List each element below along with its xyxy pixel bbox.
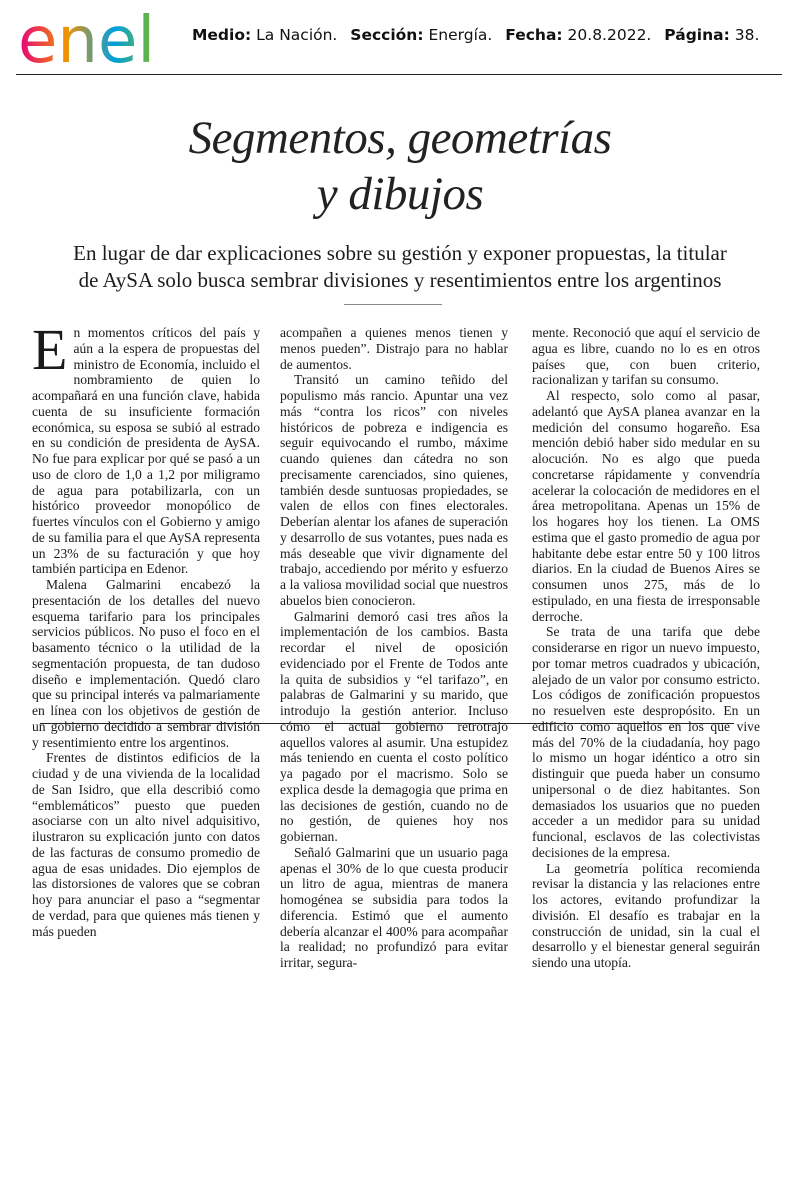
article-subtitle	[30, 240, 770, 294]
enel-logo	[16, 4, 184, 78]
fecha-label: Fecha:	[505, 26, 563, 44]
paragraph: La geometría política recomienda revisar la distancia y las relaciones entre los actores, evitando profundizar la división. El desafío es trabajar en la construcción de unidad, sin la cual el desarrollo y el bienestar general seguirán siendo una utopía.	[532, 860, 760, 970]
paragraph-text: n momentos críticos del país y aún a la espera de propuestas del ministro de Economía, incluido el nombramiento de quien lo acompañará en una función clave, habida cuenta de su insuficiente formación económica, su esposa se subió al estrado en su condición de presidenta de AySA. No fue para explicar por qué se pasó a un uso de cloro de 1,0 a 1,2 por miligramo de agua para potabilizarla, con un histórico proveedor monopólico de fuertes vínculos con el Gobierno y amigo de su familia para el que AySA representa un 23% de su facturación y que hoy también participa en Edenor.	[32, 325, 260, 577]
fecha-value: 20.8.2022.	[567, 26, 652, 44]
seccion-value: Energía.	[428, 26, 493, 44]
seccion-label: Sección:	[350, 26, 424, 44]
medio-label: Medio:	[192, 26, 252, 44]
article-title	[0, 110, 800, 222]
column-2	[280, 325, 508, 970]
subtitle-line-2: de AySA solo busca sembrar divisiones y resentimientos entre los argentinos	[78, 268, 722, 292]
title-line-2: y dibujos	[316, 168, 484, 220]
pagina-label: Página:	[664, 26, 730, 44]
header	[16, 4, 784, 78]
paragraph: Señaló Galmarini que un usuario paga apenas el 30% de lo que cuesta producir un litro de agua, mientras de manera homogénea se subsidia para todos la diferencia. Estimó que el aumento debería alcanzar el 400% para acompañar la realidad; no profundizó para evitar irritar, segura-	[280, 844, 508, 970]
subtitle-line-1: En lugar de dar explicaciones sobre su gestión y exponer propuestas, la titular	[73, 241, 727, 265]
drop-cap: E	[32, 317, 68, 382]
paragraph	[32, 317, 260, 577]
title-line-1: Segmentos, geometrías	[188, 112, 612, 164]
paragraph: mente. Reconoció que aquí el servicio de agua es libre, cuando no lo es en otros países que, con buen criterio, racionalizan y tarifan su consumo.	[532, 325, 760, 388]
column-3	[532, 325, 760, 970]
paragraph: Galmarini demoró casi tres años la implementación de los cambios. Basta recordar el nivel de oposición evidenciado por el Frente de Todos ante la quita de subsidios y “el tarifazo”, en palabras de Galmarini y su marido, que introdujo la gestión anterior. Incluso cómo el actual gobierno retrotrajo aquellos valores al asumir. Una estupidez más teniendo en cuenta el costo político ya pagado por el macrismo. Solo se explica desde la demagogia que prima en las decisiones de gestión, cuando no de no gestión, de quienes hoy nos gobiernan.	[280, 608, 508, 844]
header-divider	[16, 74, 782, 75]
enel-logo-text: enel	[18, 4, 156, 78]
footer-divider	[40, 723, 734, 724]
paragraph: Al respecto, solo como al pasar, adelantó que AySA planea avanzar en la medición del consumo hogareño. Esa mención debió haber sido medular en su alocución. No es algo que pueda concretarse rápidamente y convendría acelerar la colocación de medidores en el área metropolitana. Apenas un 15% de los hogares hoy los tienen. La OMS estima que el gasto promedio de agua por habitante debe estar entre 50 y 100 litros diarios. En la ciudad de Buenos Aires se consumen unos 275, más de lo estipulado, en una fiesta de irresponsable derroche.	[532, 388, 760, 624]
paragraph: Transitó un camino teñido del populismo más rancio. Apuntar una vez más “contra los ricos” con niveles históricos de pobreza e indigencia es seguir equivocando el rumbo, máxime cuando quienes dan cátedra no son precisamente carenciados, sino quienes, también desde suntuosas propiedades, se valen de ellos con fines electorales. Deberían alentar los afanes de superación y desarrollo de sus votantes, pues nada es más deseable que vivir dignamente del trabajo, accediendo por mérito y esfuerzo a la valiosa movilidad social que nuestros abuelos bien conocieron.	[280, 372, 508, 608]
paragraph: Se trata de una tarifa que debe considerarse en rigor un nuevo impuesto, por tomar metros cuadrados y ubicación, alejado de un valor por consumo estricto. Los códigos de zonificación propuestos no resuelven este despropósito. En un edificio como aquellos en los que vive más del 70% de la ciudadanía, hoy pago lo mismo un hogar idéntico a otro sin distinguir que pueda haber un consumo unipersonal o de diez habitantes. Son demasiados los usuarios que no pueden acceder a un medidor para su unidad funcional, esclavos de las colectivistas decisiones de la empresa.	[532, 624, 760, 860]
article-body	[32, 317, 762, 970]
pagina-value: 38.	[734, 26, 760, 44]
column-1	[32, 317, 260, 939]
paragraph: Frentes de distintos edificios de la ciudad y de una vivienda de la localidad de San Isidro, que ella describió como “emblemáticos” puesto que pueden asociarse con un alto nivel adquisitivo, ilustraron su explicación junto con datos de las facturas de consumo promedio de agua de esas unidades. Dio ejemplos de las distorsiones de valores que se cobran hoy para anunciar el paso a “segmentar de verdad, para que quienes más tienen y más pueden	[32, 750, 260, 939]
paragraph: Malena Galmarini encabezó la presentación de los detalles del nuevo esquema tarifario para los principales servicios públicos. No puso el foco en el basamento técnico o la utilidad de la segmentación propuesta, de tan dudoso diseño e implementación. Quedó claro que su principal interés va palmariamente en línea con los objetivos de gestión de un gobierno decidido a sembrar división y resentimiento entre los argentinos.	[32, 577, 260, 750]
publication-meta	[192, 26, 759, 44]
medio-value: La Nación.	[256, 26, 338, 44]
paragraph: acompañen a quienes menos tienen y menos pueden”. Distrajo para no hablar de aumentos.	[280, 325, 508, 372]
subtitle-divider	[344, 304, 442, 305]
